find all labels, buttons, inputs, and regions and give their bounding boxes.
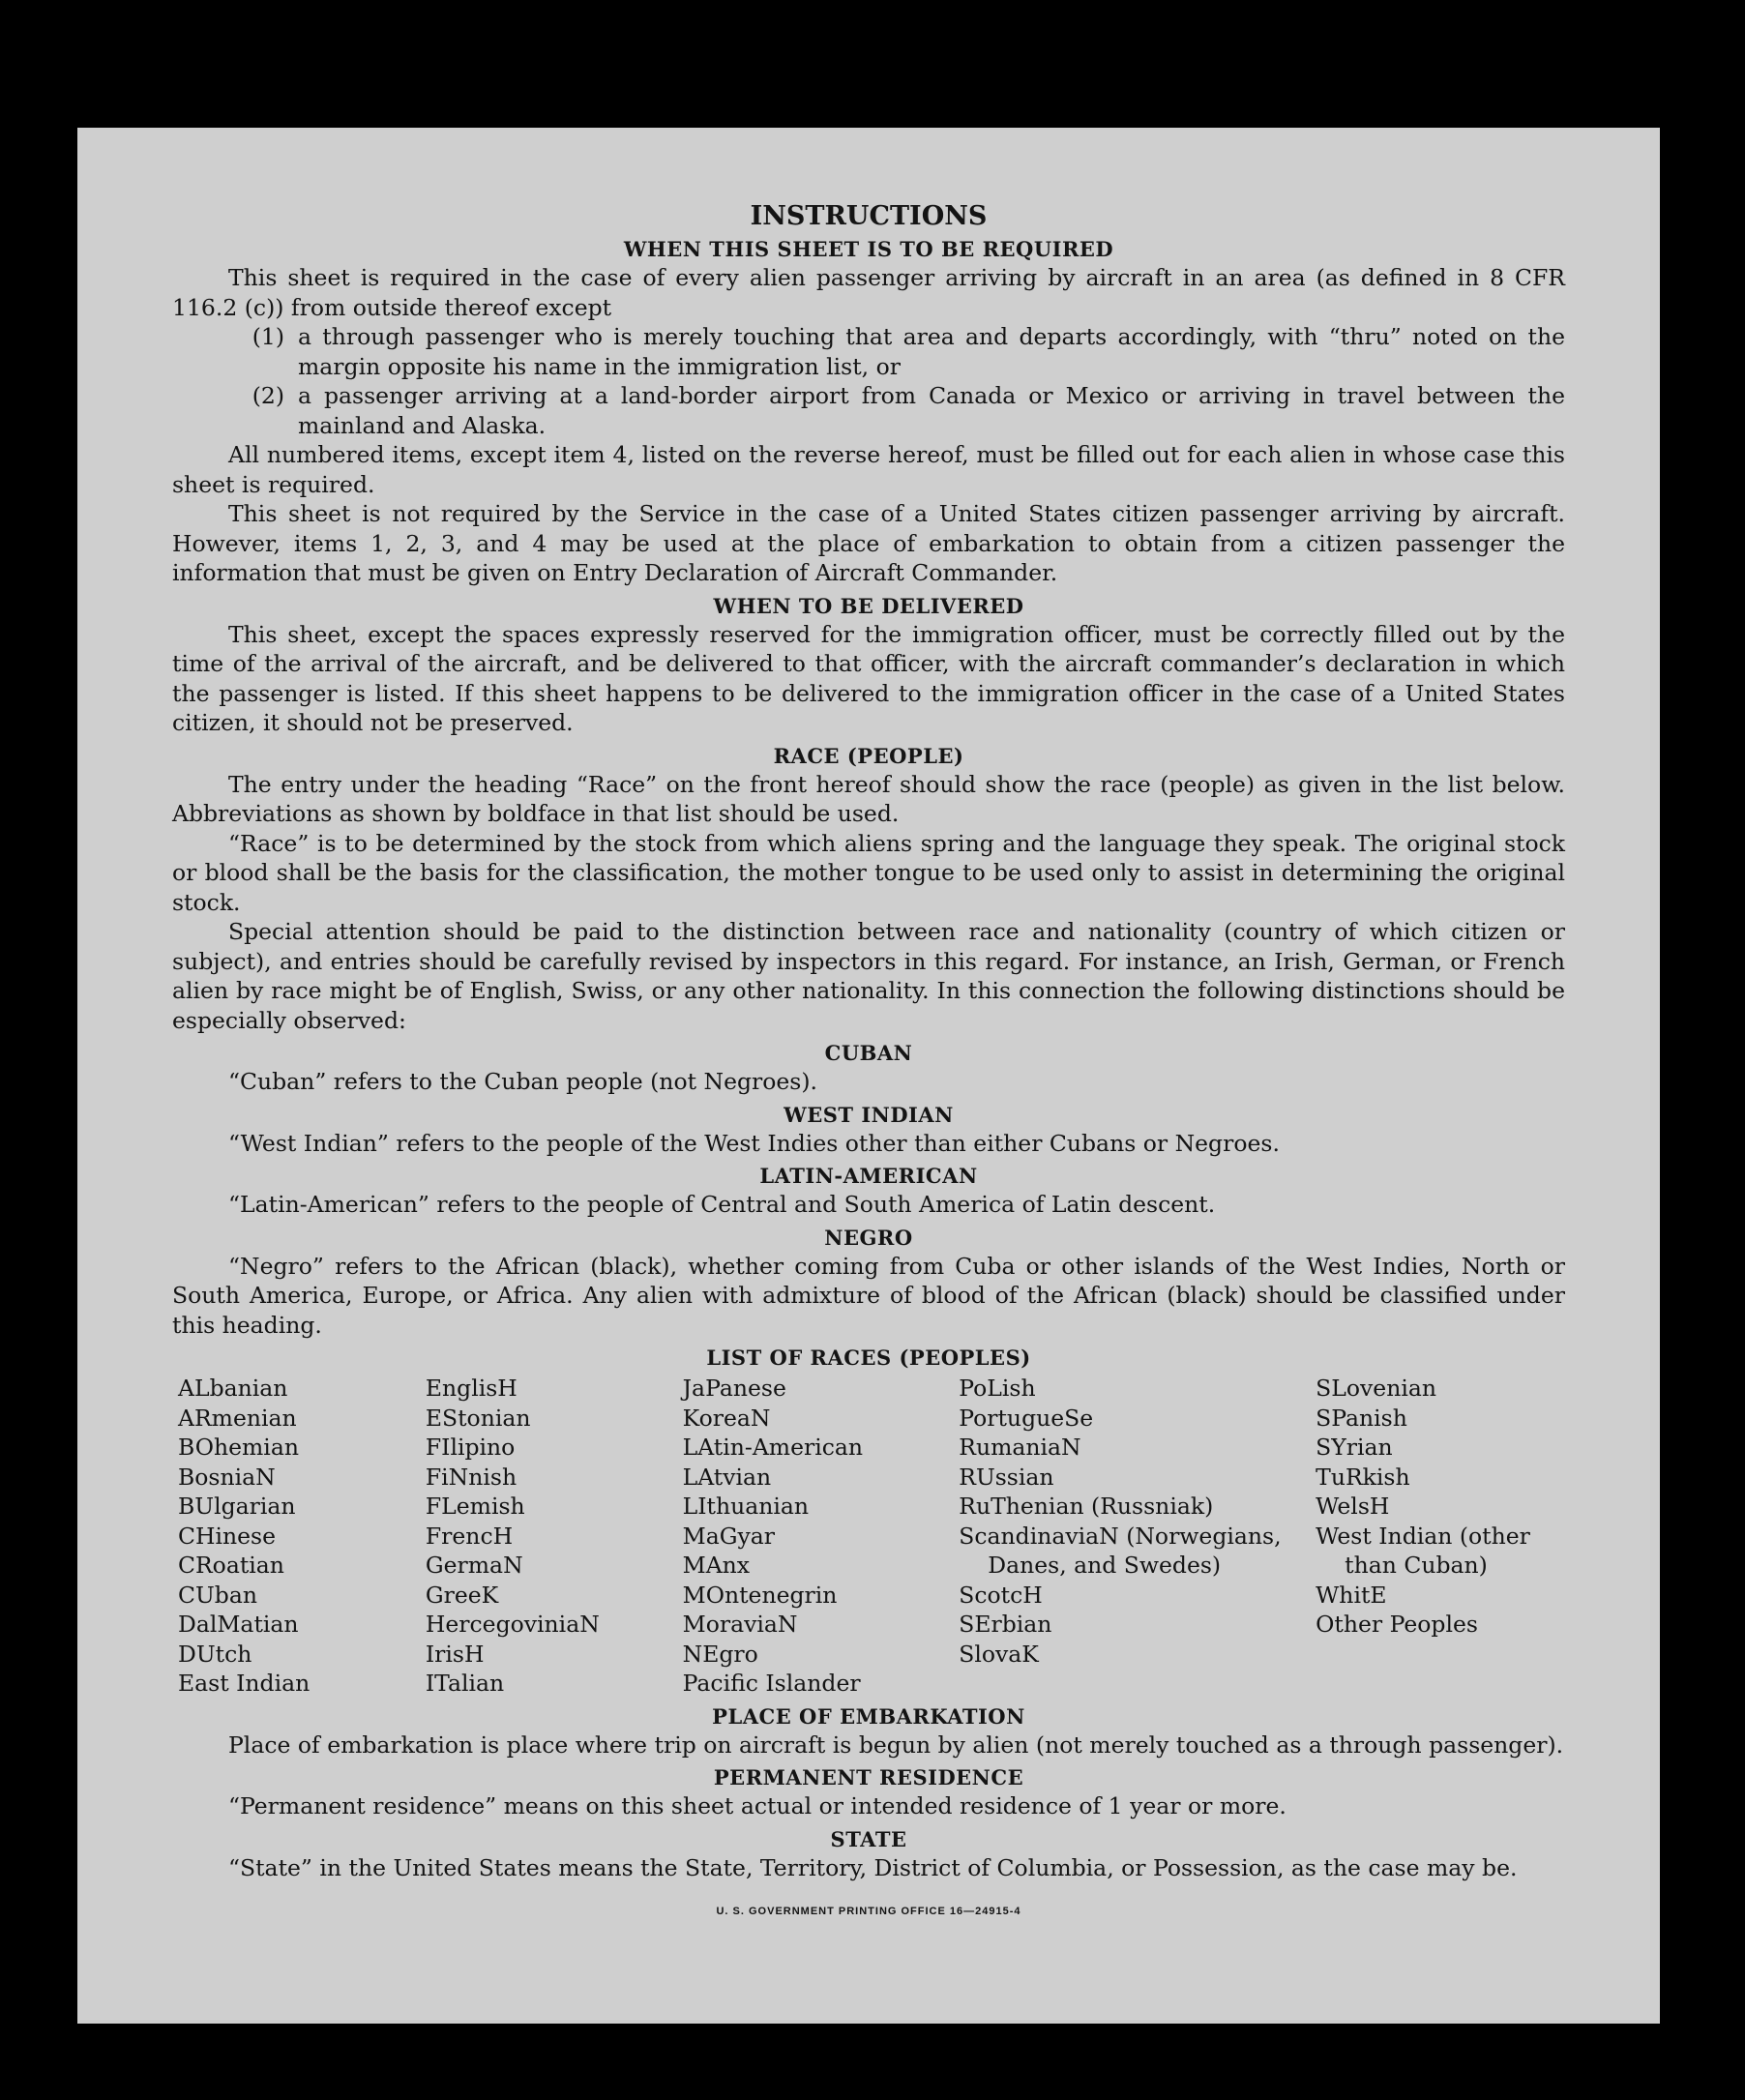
race-entry: GreeK <box>425 1581 499 1609</box>
races-list <box>172 1374 1565 1699</box>
document-sheet <box>77 128 1660 2024</box>
paragraph: Place of embarkation is place where trip on aircraft is begun by alien (not merely touched as a through passenger). <box>228 1730 1564 1759</box>
race-entry: LIthuanian <box>682 1493 810 1520</box>
race-entry: East Indian <box>178 1670 311 1697</box>
race-entry: TuRkish <box>1316 1463 1410 1491</box>
race-entry: West Indian (other than Cuban) <box>1316 1522 1530 1579</box>
races-column <box>1316 1374 1565 1699</box>
race-entry: DalMatian <box>178 1611 299 1638</box>
paragraph: “Negro” refers to the African (black), whether coming from Cuba or other islands of the West Indies, North or South America, Europe, or Africa. Any alien with admixture of blood of the African (black) should be classified under this heading. <box>172 1252 1565 1339</box>
paragraph: “Latin-American” refers to the people of Central and South America of Latin descent. <box>228 1191 1216 1218</box>
item-text: a through passenger who is merely touching that area and departs accordingly, with “thru” noted on the margin opposite his name in the immigration list, or <box>298 323 1565 380</box>
race-entry: PortugueSe <box>959 1404 1094 1432</box>
exception-item <box>172 381 1565 440</box>
race-entry: NEgro <box>682 1640 758 1668</box>
paragraph: “West Indian” refers to the people of the West Indies other than either Cubans or Negroes. <box>228 1129 1280 1157</box>
race-entry: WhitE <box>1316 1581 1387 1609</box>
race-entry: LAtin-American <box>682 1434 864 1461</box>
race-entry: SlovaK <box>959 1640 1039 1668</box>
race-entry: KoreaN <box>682 1404 771 1432</box>
race-entry: MaGyar <box>682 1522 776 1550</box>
race-entry: CUban <box>178 1581 257 1609</box>
paragraph: “Race” is to be determined by the stock from which aliens spring and the language they speak. The original stock or blood shall be the basis for the classification, the mother tongue to be used only to assist in determining the original stock. <box>172 829 1565 916</box>
race-entry: DUtch <box>178 1640 252 1668</box>
race-entry: ALbanian <box>178 1375 288 1402</box>
race-entry: ITalian <box>425 1670 505 1697</box>
heading-embarkation: PLACE OF EMBARKATION <box>712 1703 1025 1729</box>
printer-footer: U. S. GOVERNMENT PRINTING OFFICE 16—24915-4 <box>716 1906 1021 1917</box>
race-entry: Other Peoples <box>1316 1611 1478 1638</box>
race-entry: BosniaN <box>178 1463 276 1491</box>
race-entry: BOhemian <box>178 1434 299 1461</box>
paragraph: This sheet is required in the case of every alien passenger arriving by aircraft in an area (as defined in 8 CFR 116.2 (c)) from outside thereof except <box>172 264 1565 321</box>
page-title: INSTRUCTIONS <box>750 201 988 231</box>
races-column <box>683 1374 960 1699</box>
race-entry: RUssian <box>959 1463 1054 1491</box>
race-entry: RumaniaN <box>959 1434 1081 1461</box>
heading-negro: NEGRO <box>824 1225 913 1250</box>
paragraph: This sheet is not required by the Service in the case of a United States citizen passenger arriving by aircraft. However, items 1, 2, 3, and 4 may be used at the place of embarkation to obtain from a citizen passenger the information that must be given on Entry Declaration of Aircraft Commander. <box>172 500 1565 586</box>
race-entry: MAnx <box>682 1552 751 1579</box>
race-entry: EStonian <box>425 1404 531 1432</box>
races-column <box>172 1374 426 1699</box>
heading-state: STATE <box>830 1826 907 1851</box>
exception-item <box>172 322 1565 381</box>
races-column <box>959 1374 1316 1699</box>
heading-latin-american: LATIN-AMERICAN <box>759 1164 978 1188</box>
race-entry: SErbian <box>959 1611 1052 1638</box>
heading-permanent-residence: PERMANENT RESIDENCE <box>713 1765 1024 1789</box>
paragraph: All numbered items, except item 4, listed on the reverse hereof, must be filled out for each alien in whose case this sheet is required. <box>172 441 1565 498</box>
item-text: a passenger arriving at a land-border airport from Canada or Mexico or arriving in travel between the mainland and Alaska. <box>298 382 1565 439</box>
paragraph: “Permanent residence” means on this sheet actual or intended residence of 1 year or more. <box>228 1792 1287 1819</box>
race-entry: IrisH <box>425 1640 485 1668</box>
heading-list-of-races: LIST OF RACES (PEOPLES) <box>706 1346 1031 1370</box>
race-entry: MOntenegrin <box>682 1581 838 1609</box>
race-entry: ARmenian <box>178 1404 297 1432</box>
heading-when-required: WHEN THIS SHEET IS TO BE REQUIRED <box>623 237 1114 261</box>
race-entry: JaPanese <box>682 1375 786 1402</box>
race-entry: ScandinaviaN (Norwegians, Danes, and Swedes) <box>959 1522 1282 1579</box>
race-entry: EnglisH <box>425 1375 518 1402</box>
race-entry: GermaN <box>425 1552 523 1579</box>
race-entry: PoLish <box>959 1375 1036 1402</box>
item-number: (2) <box>251 382 284 409</box>
race-entry: FiNnish <box>425 1463 518 1491</box>
race-entry: SYrian <box>1316 1434 1393 1461</box>
race-entry: MoraviaN <box>682 1611 798 1638</box>
item-number: (1) <box>251 323 284 350</box>
heading-cuban: CUBAN <box>824 1041 913 1065</box>
paragraph: “Cuban” refers to the Cuban people (not Negroes). <box>228 1068 818 1095</box>
paragraph: Special attention should be paid to the distinction between race and nationality (country of which citizen or subject), and entries should be carefully revised by inspectors in this regard. For instance, an Irish, German, or French alien by race might be of English, Swiss, or any other nationality. In this connection the following distinctions should be especially observed: <box>172 918 1565 1034</box>
paragraph: “State” in the United States means the State, Territory, District of Columbia, or Possession, as the case may be. <box>228 1853 1518 1881</box>
heading-west-indian: WEST INDIAN <box>784 1102 954 1127</box>
race-entry: FrencH <box>425 1522 514 1550</box>
race-entry: CHinese <box>178 1522 276 1550</box>
heading-race: RACE (PEOPLE) <box>773 743 964 768</box>
race-entry: FLemish <box>425 1493 525 1520</box>
paragraph: This sheet, except the spaces expressly reserved for the immigration officer, must be correctly filled out by the time of the arrival of the aircraft, and be delivered to that officer, with the aircraft commander’s declaration in which the passenger is listed. If this sheet happens to be delivered to the immigration officer in the case of a United States citizen, it should not be preserved. <box>172 620 1565 736</box>
race-entry: LAtvian <box>682 1463 772 1491</box>
races-column <box>426 1374 683 1699</box>
race-entry: CRoatian <box>178 1552 284 1579</box>
race-entry: BUlgarian <box>178 1493 296 1520</box>
heading-when-delivered: WHEN TO BE DELIVERED <box>713 593 1024 618</box>
race-entry: WelsH <box>1316 1493 1390 1520</box>
race-entry: Pacific Islander <box>682 1670 861 1697</box>
race-entry: FIlipino <box>425 1434 516 1461</box>
race-entry: HercegoviniaN <box>425 1611 600 1638</box>
instructions-content <box>172 201 1565 1917</box>
paragraph: The entry under the heading “Race” on the front hereof should show the race (people) as given in the list below. Abbreviations as shown by boldface in that list should be used. <box>172 770 1565 827</box>
race-entry: ScotcH <box>959 1581 1043 1609</box>
race-entry: SLovenian <box>1316 1375 1436 1402</box>
race-entry: SPanish <box>1316 1404 1407 1432</box>
race-entry: RuThenian (Russniak) <box>959 1493 1214 1520</box>
